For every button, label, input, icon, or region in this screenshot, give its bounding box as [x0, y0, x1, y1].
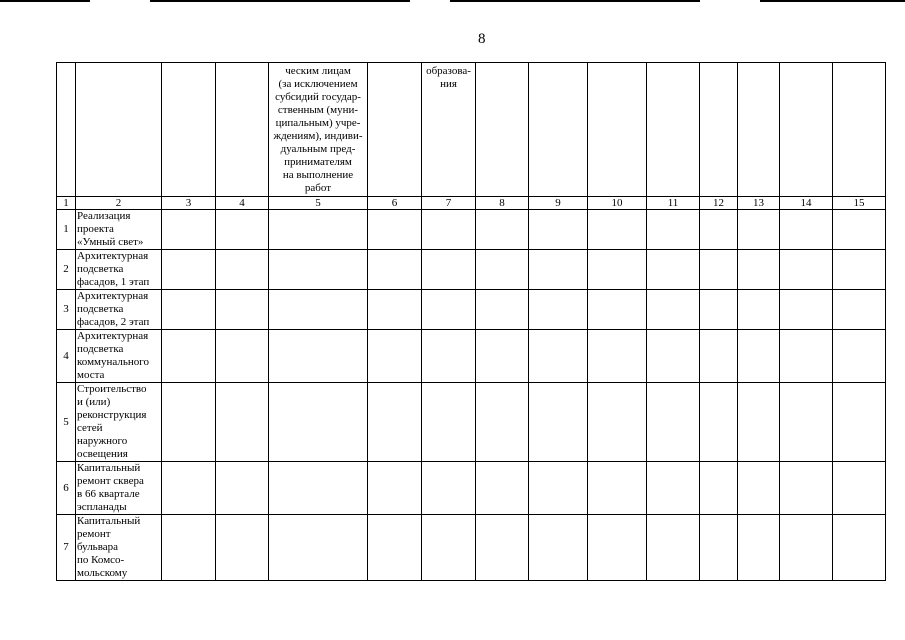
empty-cell — [738, 462, 780, 515]
row-name: Архитектурная подсветка фасадов, 1 этап — [76, 250, 162, 290]
empty-cell — [738, 210, 780, 250]
empty-cell — [216, 210, 269, 250]
empty-cell — [422, 290, 476, 330]
empty-cell — [780, 330, 833, 383]
empty-cell — [422, 210, 476, 250]
column-number-cell: 4 — [216, 197, 269, 210]
empty-cell — [476, 330, 529, 383]
empty-cell — [269, 210, 368, 250]
empty-cell — [368, 330, 422, 383]
column-number-cell: 3 — [162, 197, 216, 210]
header-cell — [76, 63, 162, 197]
empty-cell — [216, 462, 269, 515]
column-number-cell: 13 — [738, 197, 780, 210]
empty-cell — [368, 250, 422, 290]
empty-cell — [700, 290, 738, 330]
empty-cell — [269, 290, 368, 330]
header-cell — [529, 63, 588, 197]
row-name: Архитектурная подсветка коммунального моста — [76, 330, 162, 383]
table-row — [57, 210, 886, 250]
empty-cell — [833, 383, 886, 462]
row-number: 5 — [57, 383, 76, 462]
empty-cell — [216, 250, 269, 290]
empty-cell — [368, 210, 422, 250]
empty-cell — [588, 290, 647, 330]
empty-cell — [368, 515, 422, 581]
header-cell — [368, 63, 422, 197]
empty-cell — [647, 383, 700, 462]
empty-cell — [529, 290, 588, 330]
empty-cell — [700, 330, 738, 383]
empty-cell — [738, 383, 780, 462]
empty-cell — [647, 210, 700, 250]
empty-cell — [529, 462, 588, 515]
empty-cell — [780, 290, 833, 330]
header-cell-col5 — [269, 63, 368, 197]
empty-cell — [162, 462, 216, 515]
header-cell — [57, 63, 76, 197]
column-number-cell: 6 — [368, 197, 422, 210]
empty-cell — [700, 210, 738, 250]
empty-cell — [738, 515, 780, 581]
empty-cell — [700, 383, 738, 462]
empty-cell — [738, 290, 780, 330]
empty-cell — [476, 290, 529, 330]
empty-cell — [780, 515, 833, 581]
empty-cell — [162, 515, 216, 581]
empty-cell — [647, 330, 700, 383]
empty-cell — [476, 210, 529, 250]
empty-cell — [588, 462, 647, 515]
header-continuation-row — [57, 63, 886, 197]
header-text-col5: ческим лицам (за исключением субсидий государ- ственным (муни- ципальным) учре- ждениям), индиви- дуальным пред- принимателям на выполнение работ — [273, 65, 363, 194]
empty-cell — [368, 383, 422, 462]
empty-cell — [529, 250, 588, 290]
empty-cell — [269, 515, 368, 581]
empty-cell — [476, 462, 529, 515]
empty-cell — [647, 462, 700, 515]
row-name: Архитектурная подсветка фасадов, 2 этап — [76, 290, 162, 330]
column-number-cell: 7 — [422, 197, 476, 210]
header-cell — [780, 63, 833, 197]
empty-cell — [588, 383, 647, 462]
empty-cell — [269, 383, 368, 462]
header-text-col7: образова- ния — [426, 65, 471, 90]
column-number-cell: 10 — [588, 197, 647, 210]
empty-cell — [162, 330, 216, 383]
empty-cell — [738, 330, 780, 383]
empty-cell — [476, 515, 529, 581]
empty-cell — [422, 462, 476, 515]
empty-cell — [647, 290, 700, 330]
empty-cell — [833, 290, 886, 330]
budget-table — [56, 62, 886, 581]
row-number: 2 — [57, 250, 76, 290]
column-number-cell: 12 — [700, 197, 738, 210]
empty-cell — [588, 210, 647, 250]
scan-top-edge — [0, 0, 905, 3]
empty-cell — [529, 210, 588, 250]
table-row — [57, 290, 886, 330]
empty-cell — [422, 250, 476, 290]
column-number-cell: 9 — [529, 197, 588, 210]
empty-cell — [269, 250, 368, 290]
column-number-cell: 2 — [76, 197, 162, 210]
empty-cell — [422, 515, 476, 581]
column-number-cell: 15 — [833, 197, 886, 210]
empty-cell — [269, 330, 368, 383]
empty-cell — [647, 515, 700, 581]
empty-cell — [529, 330, 588, 383]
empty-cell — [780, 462, 833, 515]
header-cell — [700, 63, 738, 197]
empty-cell — [780, 383, 833, 462]
empty-cell — [216, 383, 269, 462]
column-number-row — [57, 197, 886, 210]
empty-cell — [422, 330, 476, 383]
header-cell — [647, 63, 700, 197]
header-cell — [738, 63, 780, 197]
empty-cell — [647, 250, 700, 290]
table-row — [57, 250, 886, 290]
table-row — [57, 383, 886, 462]
empty-cell — [700, 250, 738, 290]
empty-cell — [162, 290, 216, 330]
empty-cell — [588, 250, 647, 290]
empty-cell — [162, 210, 216, 250]
row-name: Капитальный ремонт сквера в 66 квартале эспланады — [76, 462, 162, 515]
empty-cell — [216, 330, 269, 383]
empty-cell — [833, 250, 886, 290]
table-row — [57, 330, 886, 383]
row-number: 4 — [57, 330, 76, 383]
header-cell — [588, 63, 647, 197]
empty-cell — [216, 515, 269, 581]
header-cell — [833, 63, 886, 197]
empty-cell — [780, 210, 833, 250]
empty-cell — [529, 515, 588, 581]
header-cell — [162, 63, 216, 197]
empty-cell — [529, 383, 588, 462]
empty-cell — [700, 515, 738, 581]
empty-cell — [700, 462, 738, 515]
table-row — [57, 462, 886, 515]
row-name: Строительство и (или) реконструкция сетей наружного освещения — [76, 383, 162, 462]
header-cell-col7 — [422, 63, 476, 197]
row-name: Капитальный ремонт бульвара по Комсо- мольскому — [76, 515, 162, 581]
column-number-cell: 1 — [57, 197, 76, 210]
empty-cell — [476, 250, 529, 290]
header-cell — [216, 63, 269, 197]
header-cell — [476, 63, 529, 197]
empty-cell — [833, 210, 886, 250]
empty-cell — [833, 330, 886, 383]
empty-cell — [216, 290, 269, 330]
empty-cell — [162, 383, 216, 462]
row-number: 6 — [57, 462, 76, 515]
empty-cell — [269, 462, 368, 515]
empty-cell — [368, 462, 422, 515]
row-number: 1 — [57, 210, 76, 250]
column-number-cell: 14 — [780, 197, 833, 210]
empty-cell — [833, 462, 886, 515]
row-number: 7 — [57, 515, 76, 581]
column-number-cell: 8 — [476, 197, 529, 210]
row-number: 3 — [57, 290, 76, 330]
empty-cell — [780, 250, 833, 290]
row-name: Реализация проекта «Умный свет» — [76, 210, 162, 250]
column-number-cell: 11 — [647, 197, 700, 210]
empty-cell — [422, 383, 476, 462]
empty-cell — [368, 290, 422, 330]
page-number: 8 — [478, 31, 486, 47]
empty-cell — [162, 250, 216, 290]
empty-cell — [588, 515, 647, 581]
empty-cell — [588, 330, 647, 383]
empty-cell — [476, 383, 529, 462]
column-number-cell: 5 — [269, 197, 368, 210]
table-row — [57, 515, 886, 581]
empty-cell — [833, 515, 886, 581]
empty-cell — [738, 250, 780, 290]
